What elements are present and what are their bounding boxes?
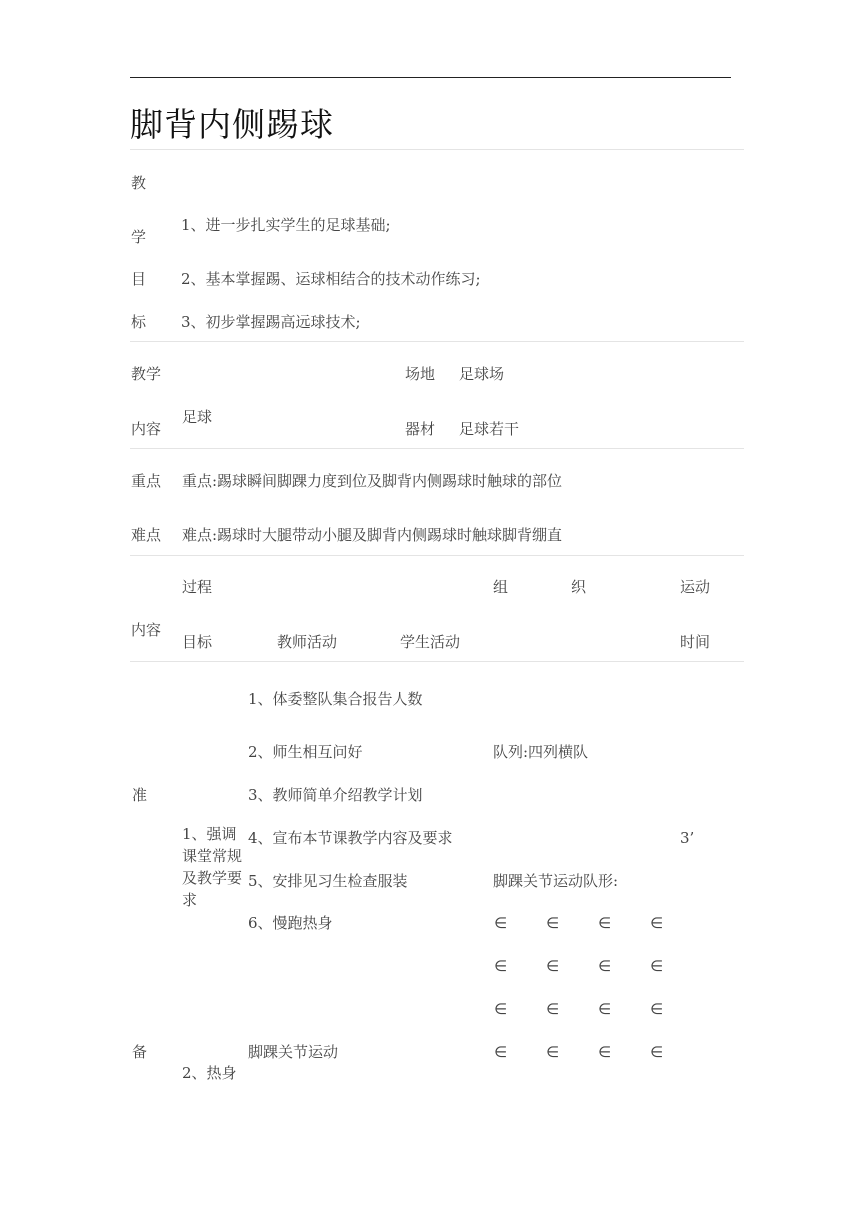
keypoint-label: 重点 — [131, 472, 162, 490]
formation-marker: ∈ — [494, 957, 508, 975]
header-time: 运动 — [680, 578, 711, 596]
header-organization: 织 — [571, 578, 587, 596]
goals-label-char: 学 — [131, 228, 147, 246]
header-rule — [130, 77, 731, 78]
divider — [130, 448, 744, 449]
divider — [130, 149, 744, 150]
divider — [130, 555, 744, 556]
formation-marker: ∈ — [650, 1000, 664, 1018]
difficulty-text: 难点:踢球时大腿带动小腿及脚背内侧踢球时触球脚背绷直 — [182, 526, 563, 544]
formation-marker: ∈ — [598, 1043, 612, 1061]
formation-marker: ∈ — [494, 1043, 508, 1061]
process-goal: 1、强调课堂常规及教学要求 — [182, 825, 243, 909]
goals-label-char: 目 — [131, 270, 147, 288]
header-organization: 组 — [493, 578, 509, 596]
header-goal: 目标 — [182, 633, 213, 651]
header-teacher: 教师活动 — [277, 633, 338, 651]
equipment-value: 足球若干 — [459, 420, 520, 438]
divider — [130, 661, 744, 662]
section-label: 备 — [132, 1043, 148, 1061]
formation-marker: ∈ — [598, 1000, 612, 1018]
goals-label-char: 标 — [131, 313, 147, 331]
venue-label: 场地 — [405, 365, 436, 383]
venue-value: 足球场 — [459, 365, 505, 383]
divider — [130, 341, 744, 342]
formation-marker: ∈ — [546, 914, 560, 932]
teacher-activity: 4、宣布本节课教学内容及要求 — [248, 829, 453, 847]
formation-marker: ∈ — [650, 957, 664, 975]
formation-marker: ∈ — [546, 957, 560, 975]
formation-marker: ∈ — [546, 1043, 560, 1061]
goal-item: 1、进一步扎实学生的足球基础; — [181, 216, 391, 234]
header-student: 学生活动 — [400, 633, 461, 651]
section-label: 准 — [132, 786, 148, 804]
header-time: 时间 — [680, 633, 711, 651]
formation-text: 脚踝关节运动队形: — [493, 872, 619, 890]
teacher-activity: 5、安排见习生检查服装 — [248, 872, 408, 890]
equipment-label: 器材 — [405, 420, 436, 438]
header-content: 内容 — [131, 621, 162, 639]
formation-marker: ∈ — [650, 1043, 664, 1061]
goal-item: 2、基本掌握踢、运球相结合的技术动作练习; — [181, 270, 481, 288]
teacher-activity: 6、慢跑热身 — [248, 914, 333, 932]
formation-marker: ∈ — [650, 914, 664, 932]
formation-marker: ∈ — [494, 1000, 508, 1018]
teacher-activity: 1、体委整队集合报告人数 — [248, 690, 423, 708]
header-process: 过程 — [182, 578, 213, 596]
page-title: 脚背内侧踢球 — [130, 105, 334, 144]
process-goal: 2、热身 — [182, 1064, 237, 1082]
content-label: 内容 — [131, 420, 162, 438]
difficulty-label: 难点 — [131, 526, 162, 544]
formation-text: 队列:四列横队 — [493, 743, 589, 761]
formation-marker: ∈ — [546, 1000, 560, 1018]
content-value: 足球 — [182, 408, 213, 426]
formation-marker: ∈ — [598, 957, 612, 975]
content-label: 教学 — [131, 365, 162, 383]
teacher-activity: 2、师生相互问好 — [248, 743, 363, 761]
formation-marker: ∈ — [494, 914, 508, 932]
duration: 3’ — [680, 829, 695, 847]
keypoint-text: 重点:踢球瞬间脚踝力度到位及脚背内侧踢球时触球的部位 — [182, 472, 563, 490]
goals-label-char: 教 — [131, 174, 147, 192]
teacher-activity: 3、教师简单介绍教学计划 — [248, 786, 423, 804]
goal-item: 3、初步掌握踢高远球技术; — [181, 313, 361, 331]
formation-marker: ∈ — [598, 914, 612, 932]
teacher-activity: 脚踝关节运动 — [248, 1043, 339, 1061]
